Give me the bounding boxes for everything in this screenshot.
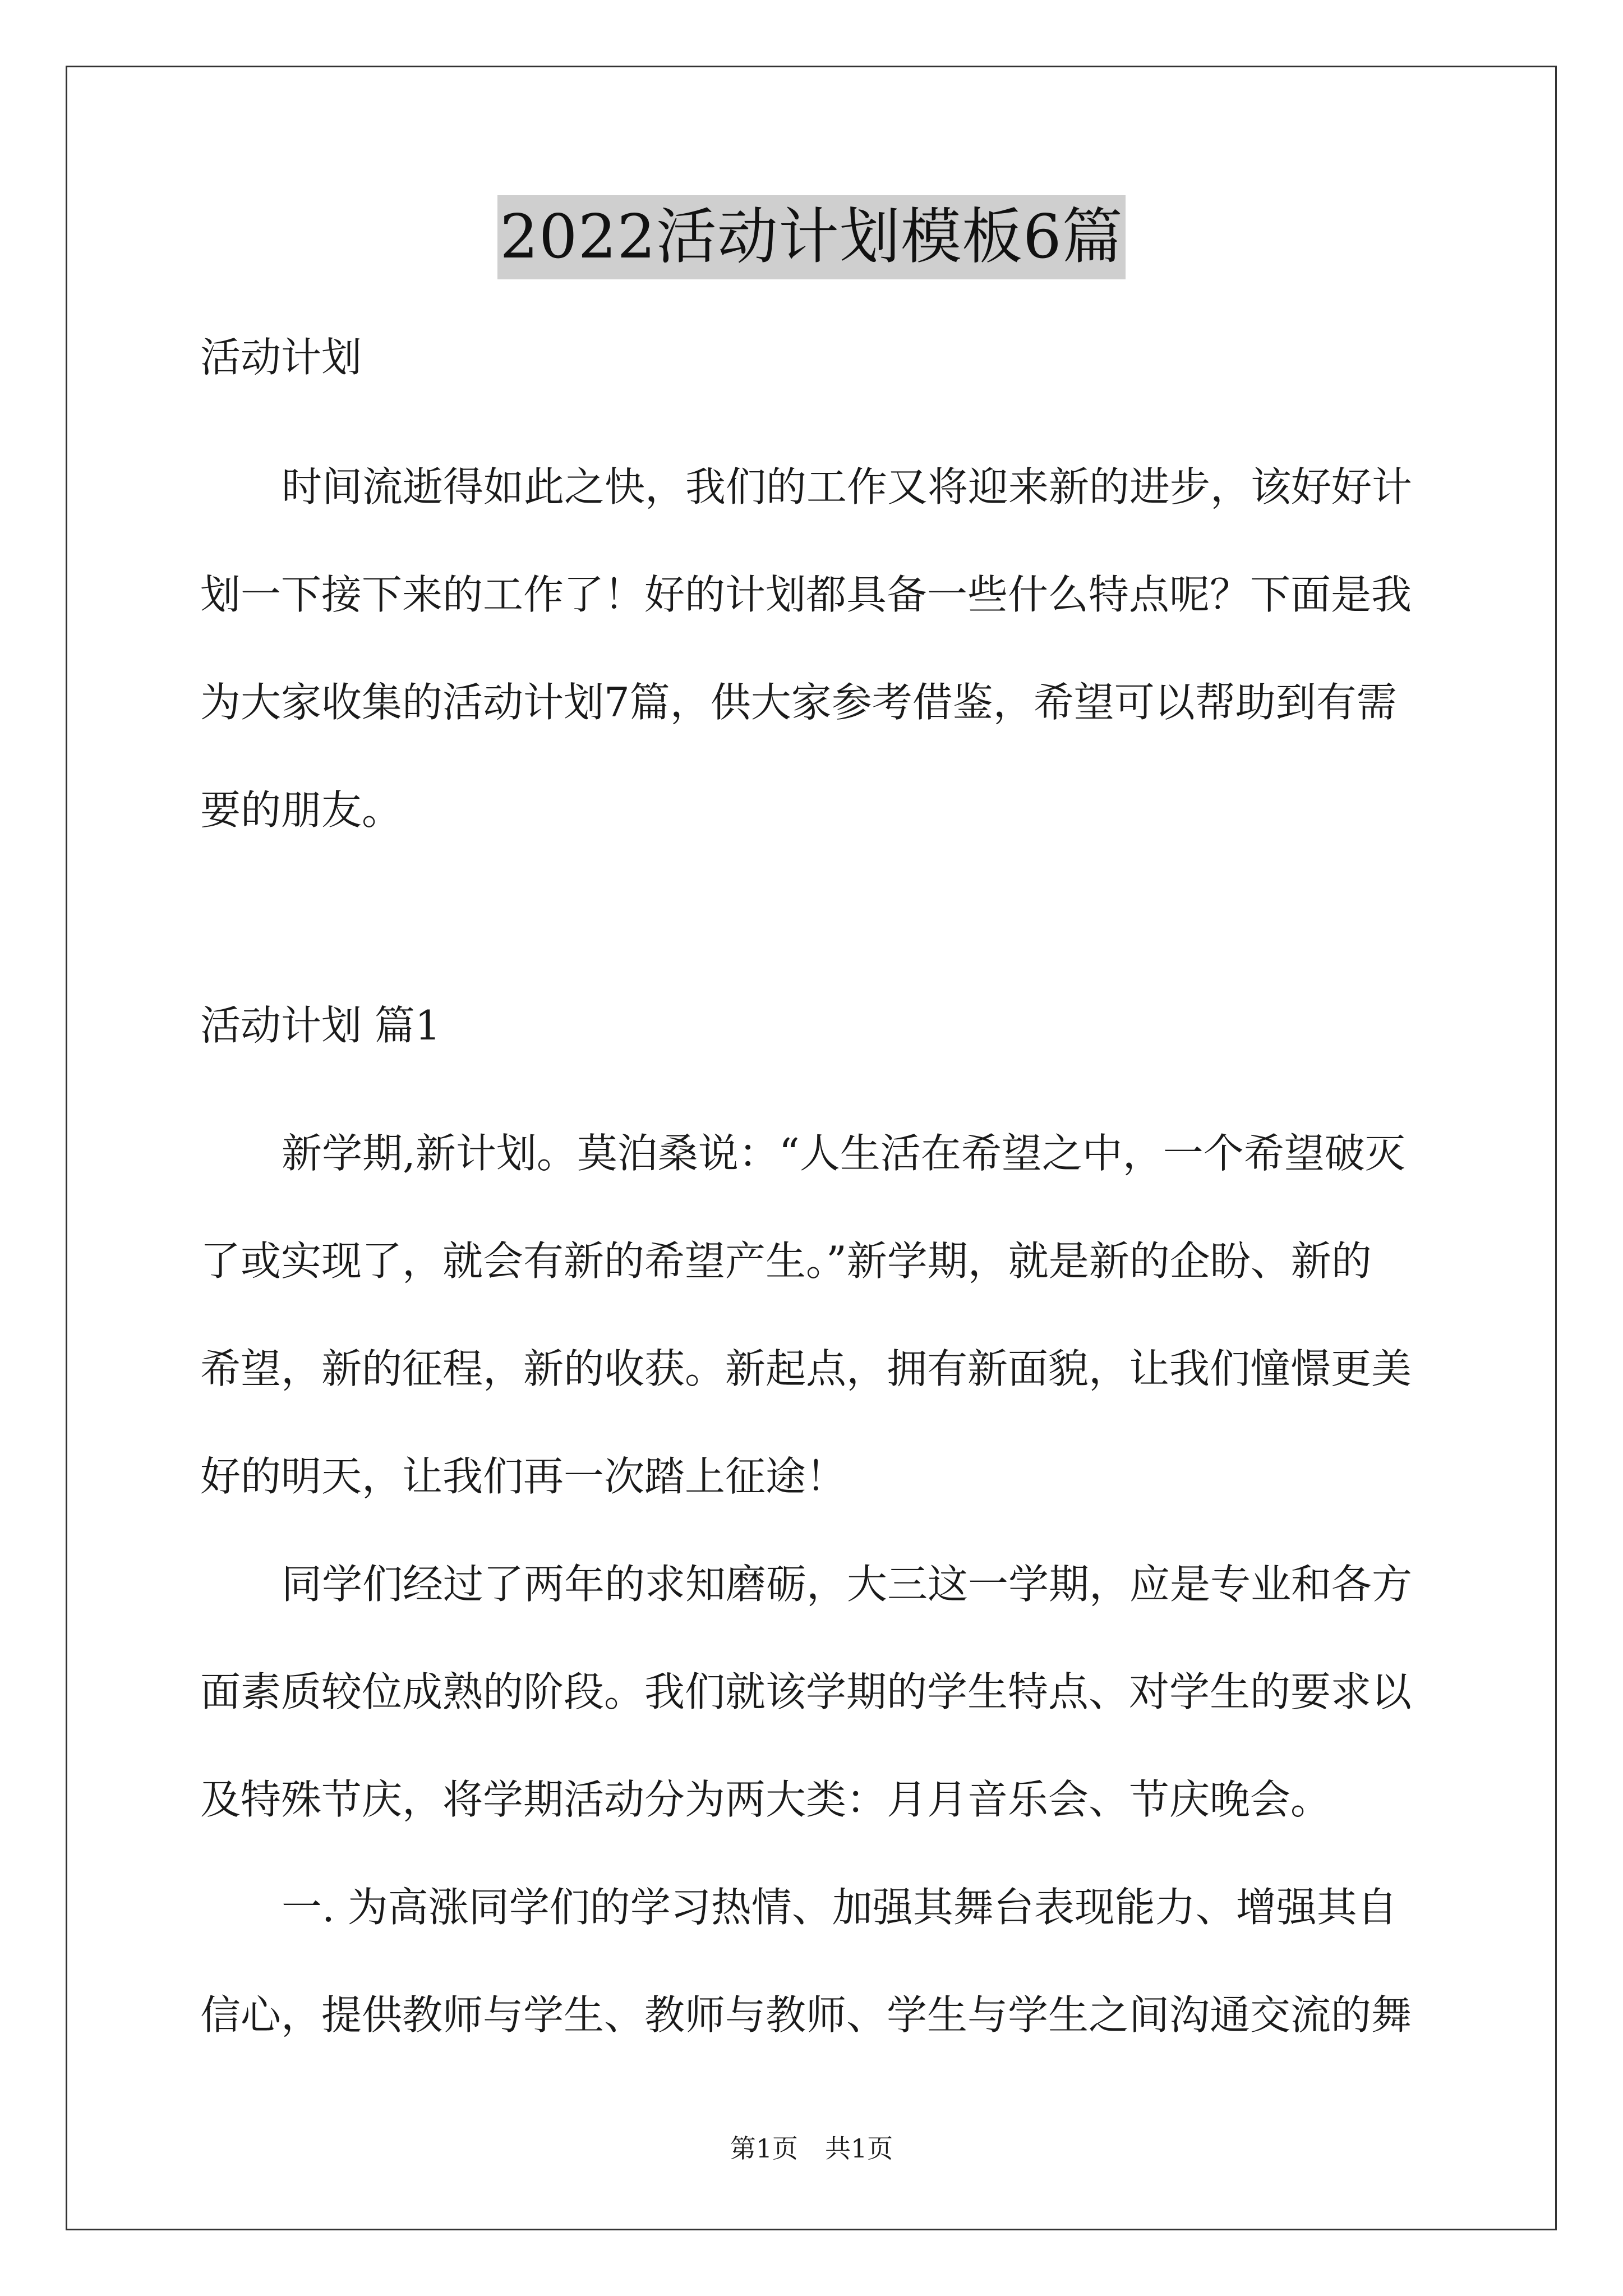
page-number-current: 第1页 — [730, 2133, 798, 2164]
intro-line-3: 为大家收集的活动计划7篇，供大家参考借鉴，希望可以帮助到有需 — [200, 679, 1397, 726]
para2-line-1: 同学们经过了两年的求知磨砺，大三这一学期，应是专业和各方 — [282, 1561, 1413, 1608]
para3-line-1: 一. 为高涨同学们的学习热情、加强其舞台表现能力、增强其自 — [282, 1884, 1398, 1931]
article-heading: 活动计划 篇1 — [200, 1002, 441, 1049]
document-title: 2022活动计划模板6篇 — [497, 195, 1126, 279]
para2-line-3: 及特殊节庆，将学期活动分为两大类：月月音乐会、节庆晚会。 — [200, 1776, 1331, 1823]
para1-line-2: 了或实现了，就会有新的希望产生。”新学期，就是新的企盼、新的 — [200, 1237, 1372, 1285]
section-heading: 活动计划 — [200, 334, 362, 381]
para1-line-3: 希望，新的征程，新的收获。新起点，拥有新面貌，让我们憧憬更美 — [200, 1345, 1412, 1392]
para3-line-2: 信心，提供教师与学生、教师与教师、学生与学生之间沟通交流的舞 — [200, 1991, 1412, 2039]
para1-line-4: 好的明天，让我们再一次踏上征途！ — [200, 1453, 847, 1500]
para1-line-1: 新学期,新计划。莫泊桑说：“人生活在希望之中，一个希望破灭 — [282, 1130, 1405, 1177]
intro-line-2: 划一下接下来的工作了！好的计划都具备一些什么特点呢？下面是我 — [200, 571, 1412, 618]
intro-line-4: 要的朋友。 — [200, 786, 403, 834]
para2-line-2: 面素质较位成熟的阶段。我们就该学期的学生特点、对学生的要求以 — [200, 1668, 1412, 1715]
page-number-total: 共1页 — [825, 2133, 893, 2164]
page-footer — [0, 2132, 1623, 2165]
intro-line-1: 时间流逝得如此之快，我们的工作又将迎来新的进步，该好好计 — [282, 463, 1413, 510]
title-container — [0, 195, 1623, 279]
